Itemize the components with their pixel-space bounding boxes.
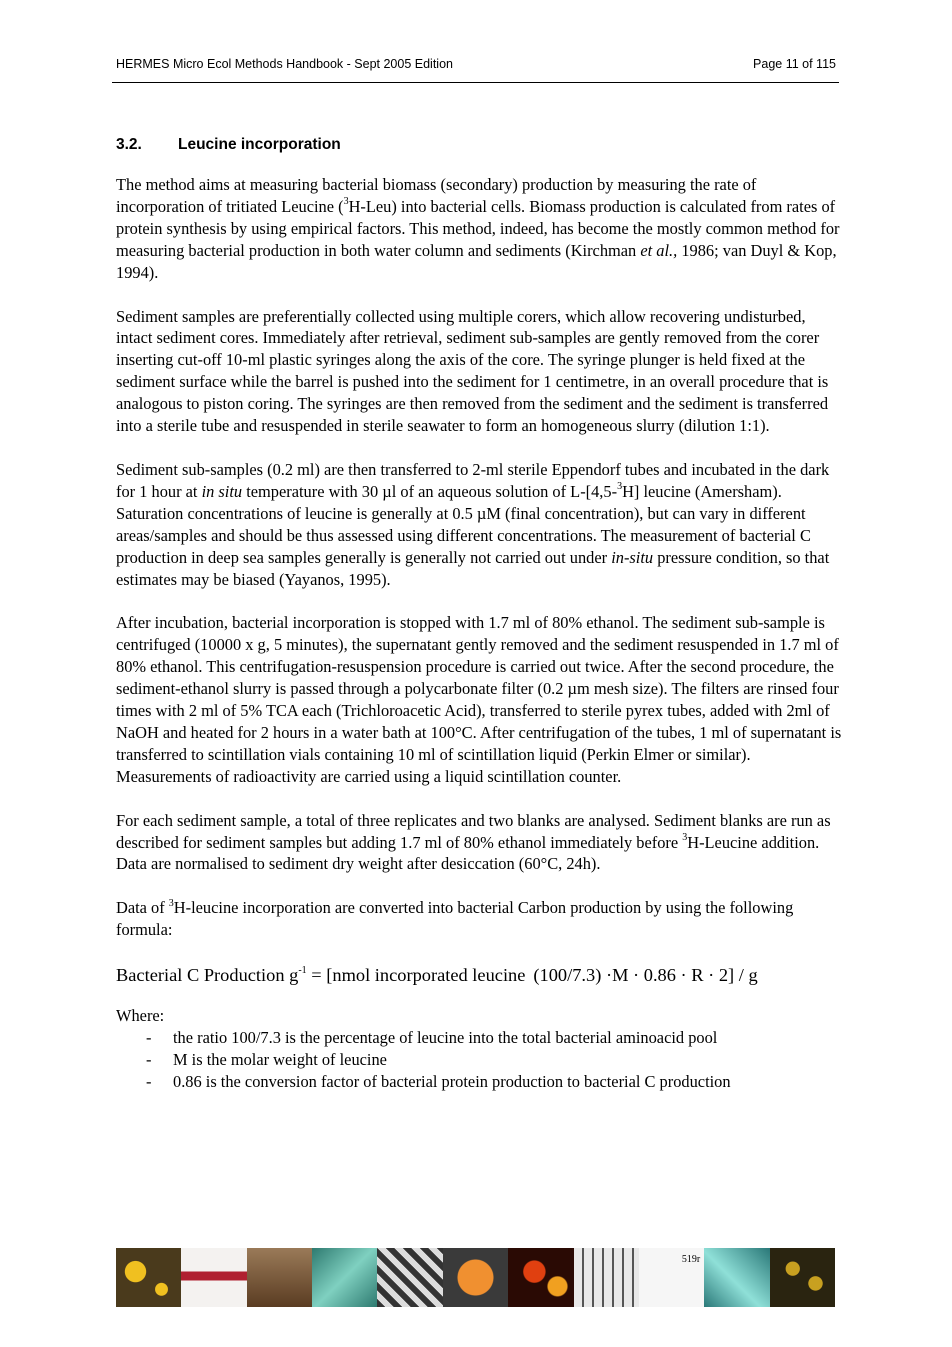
paragraph-replicates: For each sediment sample, a total of three replicates and two blanks are analysed. Sediment blanks are run as described for sediment samples but adding 1.7 ml of 80% ethanol immediately before $^3$H-Leucine addition. Data are normalised to sediment dry weight after desiccation (60°C, 24h). [116,810,831,874]
header-rule [112,82,839,83]
body-text [116,174,844,1093]
sediment-core-image [247,1248,312,1307]
gel-bands-image [574,1248,639,1307]
paragraph-extraction: After incubation, bacterial incorporation is stopped with 1.7 ml of 80% ethanol. The sediment sub-sample is centrifuged (10000 x g, 5 minutes), the supernatant gently removed and the sediment resuspended in 1.7 ml of 80% ethanol. This centrifugation-resuspension procedure is carried out twice. After the second procedure, the sediment-ethanol slurry is passed through a polycarbonate filter (0.2 µm mesh size). The filters are rinsed four times with 2 ml of 5% TCA each (Trichloroacetic Acid), transferred to sterile pyrex tubes, added with 2ml of NaOH and heated for 2 hours in a water bath at 100°C. After centrifugation of the tubes, 1 ml of supernatant is transferred to scintillation vials containing 10 ml of scintillation liquid (Perkin Elmer or similar). Measurements of radioactivity are carried using a liquid scintillation counter. [116,613,842,786]
orange-sphere-image [443,1248,508,1307]
list-item: - M is the molar weight of leucine [146,1050,387,1069]
page-header [116,57,838,75]
section-heading [116,136,341,154]
rna-structure-image [639,1248,704,1307]
red-fluorescence-image [508,1248,573,1307]
yellow-colonies-image [116,1248,181,1307]
bacteria-chain-image [312,1248,377,1307]
section-number: 3.2. [116,136,142,153]
sem-bacteria-image [377,1248,442,1307]
dark-cells-image [770,1248,835,1307]
gel-diagram-image [181,1248,246,1307]
paragraph-conversion: Data of $^3$H-leucine incorporation are converted into bacterial Carbon production by using the following formula: [116,897,794,940]
cyan-filaments-image [704,1248,769,1307]
header-title: HERMES Micro Ecol Methods Handbook - Sept 2005 Edition [116,57,453,71]
production-formula: Bacterial C Production $g^{-1}$ = [nmol incorporated leucine (100/7.3) ·M · 0.86 · R · 2] / g [116,965,758,986]
list-item: - 0.86 is the conversion factor of bacterial protein production to bacterial C production [146,1071,731,1091]
list-item: - the ratio 100/7.3 is the percentage of leucine into the total bacterial aminoacid pool [146,1028,718,1048]
tile-label: 519r [681,1254,701,1265]
paragraph-sampling: Sediment samples are preferentially collected using multiple corers, which allow recovering undisturbed, intact sediment cores. Immediately after retrieval, sediment sub-samples are gently removed from the corer inserting cut-off 10-ml plastic syringes along the axis of the core. The syringe plunger is held fixed at the sediment surface while the barrel is pushed into the sediment for 1 centimetre, in an overall procedure that is analogous to piston coring. The syringes are then removed from the sediment and the sediment is transferred into a sterile tube and resuspended in sterile seawater to form an homogeneous slurry (dilution 1:1). [116,306,829,436]
section-title: Leucine incorporation [178,136,341,153]
where-label: Where: [116,1006,165,1026]
footer-image-banner [116,1248,835,1307]
paragraph-intro: The method aims at measuring bacterial biomass (secondary) production by measuring the rate of incorporation of tritiated Leucine ($^3$H-Leu) into bacterial cells. Biomass production is calculated from rates of protein synthesis by using empirical factors. This method, indeed, has become the mostly common method for measuring bacterial production in both water column and sediments (Kirchman et al., 1986; van Duyl & Kop, 1994). [116,175,840,282]
page-number: Page 11 of 115 [753,57,836,71]
paragraph-incubation: Sediment sub-samples (0.2 ml) are then transferred to 2-ml sterile Eppendorf tubes and incubated in the dark for 1 hour at in situ temperature with 30 µl of an aqueous solution of L-[4,5-$^3$H] leucine (Amersham). Saturation concentrations of leucine is generally at 0.5 µM (final concentration), but can vary in different areas/samples and should be thus assessed using different concentrations. The measurement of bacterial C production in deep sea samples generally is generally not carried out under in-situ pressure condition, so that estimates may be biased (Yayanos, 1995). [116,459,830,589]
definition-list [116,1027,844,1093]
